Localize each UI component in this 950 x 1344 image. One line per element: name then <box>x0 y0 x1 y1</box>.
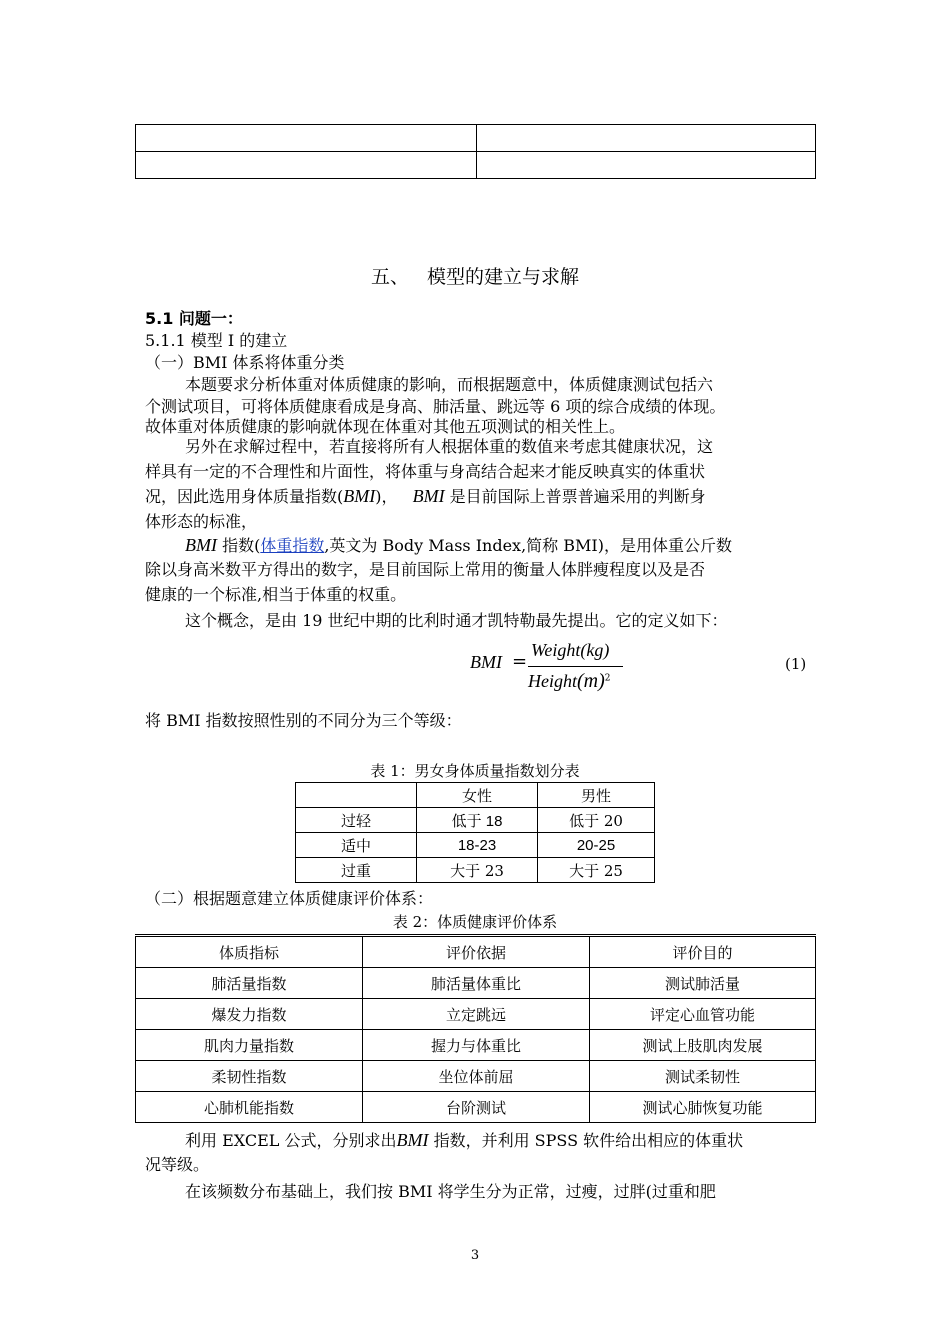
table-cell: 爆发力指数 <box>136 999 363 1030</box>
table-header-row <box>296 783 655 808</box>
paragraph-3-line-3: 健康的一个标准,相当于体重的权重。 <box>145 585 407 604</box>
part1-heading: （一）BMI 体系将体重分类 <box>145 353 345 372</box>
table-cell: 大于 25 <box>538 858 655 883</box>
table-cell: 18-23 <box>417 833 538 858</box>
subheading-5-1: 5.1 问题一： <box>145 309 243 328</box>
text: )， <box>375 487 398 506</box>
table-header-cell: 女性 <box>417 783 538 808</box>
table-cell <box>477 125 816 152</box>
bmi-symbol: BMI <box>412 486 445 506</box>
table-row <box>136 999 816 1030</box>
table-header-cell: 体质指标 <box>136 936 363 968</box>
table-cell: 坐位体前屈 <box>363 1061 590 1092</box>
bmi-classification-table <box>295 782 655 883</box>
table-cell: 评定心血管功能 <box>590 999 816 1030</box>
table-cell: 适中 <box>296 833 417 858</box>
paragraph-3-line-2: 除以身高米数平方得出的数字，是目前国际上常用的衡量人体胖瘦程度以及是否 <box>145 560 706 579</box>
table-1-caption: 表 1：男女身体质量指数划分表 <box>370 762 580 780</box>
paragraph-4: 这个概念，是由 19 世纪中期的比利时通才凯特勒最先提出。它的定义如下： <box>185 611 728 630</box>
table-cell <box>136 152 477 179</box>
text: 况，因此选用身体质量指数( <box>145 487 344 506</box>
text: 指数，并利用 SPSS 软件给出相应的体重状 <box>433 1131 744 1150</box>
fitness-evaluation-table <box>135 934 816 1123</box>
text: 利用 EXCEL 公式，分别求出 <box>185 1131 397 1150</box>
part2-heading: （二）根据题意建立体质健康评价体系： <box>145 889 434 908</box>
table-cell: 立定跳远 <box>363 999 590 1030</box>
table-cell <box>136 125 477 152</box>
table-cell: 肌肉力量指数 <box>136 1030 363 1061</box>
table-2-caption: 表 2：体质健康评价体系 <box>392 913 558 931</box>
table-header-row <box>136 936 816 968</box>
table-cell <box>477 152 816 179</box>
table-header-cell: 评价依据 <box>363 936 590 968</box>
bmi-symbol: BMI <box>343 486 376 506</box>
table-cell: 台阶测试 <box>363 1092 590 1123</box>
table-cell: 过轻 <box>296 808 417 833</box>
table-row <box>136 125 816 152</box>
table-header-cell: 评价目的 <box>590 936 816 968</box>
paragraph-7: 在该频数分布基础上，我们按 BMI 将学生分为正常，过瘦，过胖(过重和肥 <box>185 1182 716 1201</box>
table-row <box>136 968 816 999</box>
table-cell: 低于 18 <box>417 808 538 833</box>
paragraph-2-line-2: 样具有一定的不合理性和片面性，将体重与身高结合起来才能反映真实的体重状 <box>145 462 706 481</box>
table-cell: 测试心肺恢复功能 <box>590 1092 816 1123</box>
bmi-formula <box>470 640 810 700</box>
table-row <box>296 858 655 883</box>
paragraph-6-line-2: 况等级。 <box>145 1155 210 1174</box>
page-number: 3 <box>470 1248 480 1263</box>
paragraph-1-line-2: 个测试项目，可将体质健康看成是身高、肺活量、跳远等 6 项的综合成绩的体现。 <box>145 397 726 416</box>
table-row <box>136 152 816 179</box>
table-cell: 过重 <box>296 858 417 883</box>
table-row <box>296 833 655 858</box>
paragraph-2-line-4: 体形态的标准， <box>145 512 258 531</box>
table-cell: 测试上肢肌肉发展 <box>590 1030 816 1061</box>
top-table <box>135 124 816 179</box>
subheading-5-1-1: 5.1.1 模型 I 的建立 <box>145 331 288 350</box>
paragraph-2-line-3 <box>145 483 706 510</box>
formula-exponent: 2 <box>604 673 611 684</box>
table-cell: 20-25 <box>538 833 655 858</box>
formula-numerator: Weight(kg) <box>531 640 610 660</box>
table-cell: 测试柔韧性 <box>590 1061 816 1092</box>
table-row <box>136 1092 816 1123</box>
text: ,英文为 Body Mass Index,简称 BMI)，是用体重公斤数 <box>324 536 732 555</box>
table-cell: 握力与体重比 <box>363 1030 590 1061</box>
bmi-symbol: BMI <box>185 535 217 555</box>
formula-equals: = <box>512 651 528 672</box>
table-row <box>296 808 655 833</box>
table-row <box>136 1030 816 1061</box>
formula-number: (1) <box>785 655 807 673</box>
bmi-symbol: BMI <box>396 1130 429 1150</box>
paragraph-3-line-1 <box>185 532 732 559</box>
body-mass-index-link[interactable]: 体重指数 <box>260 536 325 555</box>
table-cell: 心肺机能指数 <box>136 1092 363 1123</box>
paragraph-5: 将 BMI 指数按照性别的不同分为三个等级： <box>145 711 462 730</box>
table-cell: 低于 20 <box>538 808 655 833</box>
table-cell: 肺活量指数 <box>136 968 363 999</box>
paragraph-6-line-1 <box>185 1127 743 1154</box>
text: (m) <box>577 670 605 692</box>
table-header-cell: 男性 <box>538 783 655 808</box>
table-header-cell <box>296 783 417 808</box>
text: Height <box>528 671 577 691</box>
table-cell: 测试肺活量 <box>590 968 816 999</box>
table-row <box>136 1061 816 1092</box>
formula-lhs: BMI <box>470 652 502 672</box>
text: 是目前国际上普票普遍采用的判断身 <box>449 487 706 506</box>
formula-denominator <box>528 670 611 693</box>
paragraph-1-line-1: 本题要求分析体重对体质健康的影响，而根据题意中，体质健康测试包括六 <box>185 375 714 394</box>
section-heading: 五、 模型的建立与求解 <box>370 266 580 288</box>
fraction-bar <box>528 666 623 667</box>
table-cell: 肺活量体重比 <box>363 968 590 999</box>
text: 指数( <box>216 536 261 555</box>
table-cell: 大于 23 <box>417 858 538 883</box>
table-cell: 柔韧性指数 <box>136 1061 363 1092</box>
paragraph-2-line-1: 另外在求解过程中，若直接将所有人根据体重的数值来考虑其健康状况，这 <box>185 437 714 456</box>
paragraph-1-line-3: 故体重对体质健康的影响就体现在体重对其他五项测试的相关性上。 <box>145 417 626 436</box>
